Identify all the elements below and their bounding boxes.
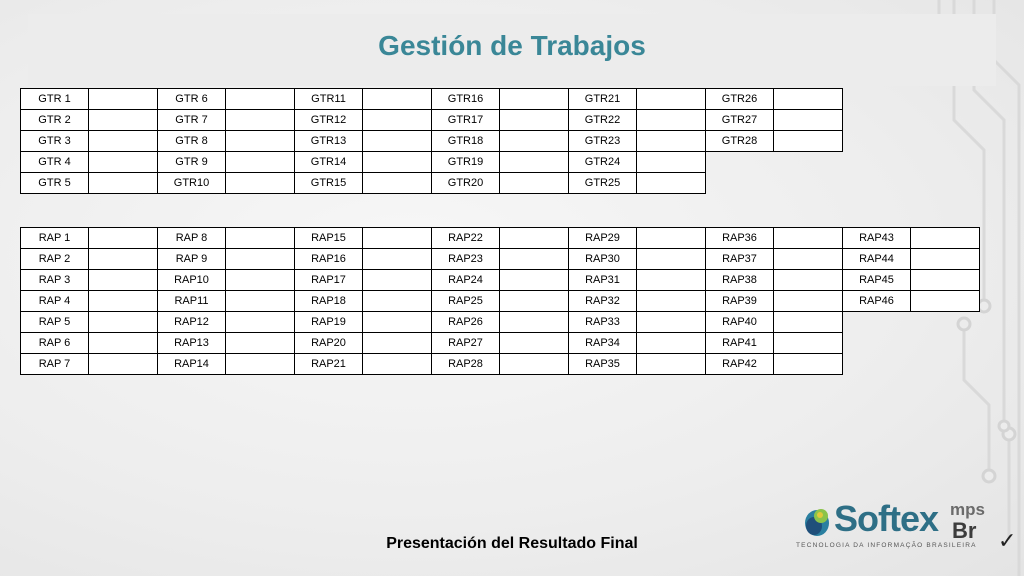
gtr-value-cell[interactable] [500,110,569,131]
gtr-value-cell[interactable] [89,110,158,131]
rap-value-cell[interactable] [911,228,980,249]
gtr-value-cell[interactable] [637,89,706,110]
gtr-value-cell[interactable] [226,89,295,110]
rap-value-cell[interactable] [500,228,569,249]
gtr-value-cell[interactable] [774,110,843,131]
gtr-label-cell: GTR17 [432,110,500,131]
gtr-value-cell[interactable] [89,173,158,194]
rap-value-cell[interactable] [500,312,569,333]
rap-label-cell: RAP11 [158,291,226,312]
gtr-label-cell: GTR16 [432,89,500,110]
rap-value-cell[interactable] [89,228,158,249]
gtr-value-cell[interactable] [500,89,569,110]
rap-label-cell: RAP34 [569,333,637,354]
rap-label-cell: RAP42 [706,354,774,375]
rap-value-cell[interactable] [226,312,295,333]
rap-label-cell: RAP22 [432,228,500,249]
gtr-value-cell[interactable] [226,173,295,194]
gtr-label-cell: GTR 1 [21,89,89,110]
gtr-table [20,88,843,194]
rap-value-cell[interactable] [363,333,432,354]
rap-label-cell: RAP37 [706,249,774,270]
gtr-row [21,110,843,131]
gtr-label-cell: GTR 4 [21,152,89,173]
rap-label-cell: RAP33 [569,312,637,333]
gtr-label-cell: GTR21 [569,89,637,110]
gtr-row [21,152,843,173]
gtr-value-cell[interactable] [226,131,295,152]
rap-label-cell: RAP 6 [21,333,89,354]
gtr-value-cell[interactable] [226,152,295,173]
check-mark-icon: ✓ [998,528,1017,553]
rap-value-cell[interactable] [226,249,295,270]
rap-value-cell[interactable] [637,270,706,291]
rap-label-cell: RAP43 [843,228,911,249]
rap-value-cell[interactable] [637,291,706,312]
rap-label-cell: RAP28 [432,354,500,375]
rap-label-cell: RAP27 [432,333,500,354]
empty-cell [706,152,774,173]
gtr-value-cell[interactable] [89,131,158,152]
rap-label-cell: RAP35 [569,354,637,375]
rap-value-cell[interactable] [226,291,295,312]
gtr-value-cell[interactable] [363,110,432,131]
empty-cell [843,333,911,354]
rap-value-cell[interactable] [774,291,843,312]
rap-label-cell: RAP31 [569,270,637,291]
rap-label-cell: RAP32 [569,291,637,312]
rap-label-cell: RAP29 [569,228,637,249]
rap-label-cell: RAP21 [295,354,363,375]
gtr-value-cell[interactable] [500,131,569,152]
gtr-row [21,131,843,152]
rap-value-cell[interactable] [774,228,843,249]
rap-value-cell[interactable] [89,291,158,312]
rap-label-cell: RAP45 [843,270,911,291]
rap-value-cell[interactable] [89,270,158,291]
empty-cell [706,173,774,194]
gtr-label-cell: GTR 7 [158,110,226,131]
rap-value-cell[interactable] [637,228,706,249]
gtr-value-cell[interactable] [89,89,158,110]
empty-cell [911,354,980,375]
mps-mark: mps [950,500,985,519]
softex-wordmark: Softex [834,498,939,539]
rap-value-cell[interactable] [774,312,843,333]
rap-label-cell: RAP 8 [158,228,226,249]
gtr-label-cell: GTR28 [706,131,774,152]
gtr-label-cell: GTR 8 [158,131,226,152]
gtr-value-cell[interactable] [500,173,569,194]
rap-label-cell: RAP30 [569,249,637,270]
gtr-value-cell[interactable] [363,173,432,194]
rap-value-cell[interactable] [774,270,843,291]
rap-value-cell[interactable] [363,228,432,249]
rap-value-cell[interactable] [226,333,295,354]
empty-cell [911,333,980,354]
rap-row [21,291,980,312]
gtr-value-cell[interactable] [637,173,706,194]
rap-row [21,228,980,249]
rap-value-cell[interactable] [500,354,569,375]
rap-label-cell: RAP39 [706,291,774,312]
gtr-value-cell[interactable] [637,152,706,173]
gtr-label-cell: GTR13 [295,131,363,152]
rap-label-cell: RAP14 [158,354,226,375]
gtr-label-cell: GTR18 [432,131,500,152]
rap-label-cell: RAP 3 [21,270,89,291]
rap-label-cell: RAP 9 [158,249,226,270]
rap-value-cell[interactable] [363,249,432,270]
rap-label-cell: RAP10 [158,270,226,291]
rap-value-cell[interactable] [637,312,706,333]
rap-label-cell: RAP46 [843,291,911,312]
rap-label-cell: RAP25 [432,291,500,312]
rap-label-cell: RAP17 [295,270,363,291]
rap-label-cell: RAP40 [706,312,774,333]
rap-value-cell[interactable] [774,249,843,270]
gtr-label-cell: GTR22 [569,110,637,131]
slide-title: Gestión de Trabajos [378,30,646,61]
rap-label-cell: RAP 2 [21,249,89,270]
gtr-label-cell: GTR20 [432,173,500,194]
rap-value-cell[interactable] [637,333,706,354]
gtr-value-cell[interactable] [774,131,843,152]
rap-value-cell[interactable] [500,291,569,312]
empty-cell [774,152,843,173]
rap-row [21,354,980,375]
gtr-label-cell: GTR15 [295,173,363,194]
gtr-value-cell[interactable] [637,131,706,152]
rap-label-cell: RAP41 [706,333,774,354]
rap-label-cell: RAP16 [295,249,363,270]
rap-label-cell: RAP44 [843,249,911,270]
gtr-row [21,173,843,194]
rap-value-cell[interactable] [89,333,158,354]
empty-cell [774,173,843,194]
rap-value-cell[interactable] [774,333,843,354]
rap-value-cell[interactable] [500,333,569,354]
gtr-label-cell: GTR11 [295,89,363,110]
gtr-label-cell: GTR12 [295,110,363,131]
rap-value-cell[interactable] [774,354,843,375]
gtr-label-cell: GTR23 [569,131,637,152]
empty-cell [843,354,911,375]
gtr-value-cell[interactable] [637,110,706,131]
rap-label-cell: RAP18 [295,291,363,312]
gtr-label-cell: GTR10 [158,173,226,194]
rap-table [20,227,980,375]
rap-row [21,312,980,333]
gtr-value-cell[interactable] [363,131,432,152]
gtr-label-cell: GTR 2 [21,110,89,131]
empty-cell [911,312,980,333]
softex-globe-icon [804,504,830,538]
gtr-label-cell: GTR14 [295,152,363,173]
rap-value-cell[interactable] [226,228,295,249]
rap-value-cell[interactable] [89,354,158,375]
gtr-label-cell: GTR 6 [158,89,226,110]
rap-value-cell[interactable] [500,249,569,270]
rap-row [21,270,980,291]
rap-value-cell[interactable] [911,291,980,312]
gtr-value-cell[interactable] [363,89,432,110]
gtr-label-cell: GTR25 [569,173,637,194]
rap-value-cell[interactable] [911,270,980,291]
gtr-label-cell: GTR27 [706,110,774,131]
gtr-label-cell: GTR19 [432,152,500,173]
gtr-value-cell[interactable] [774,89,843,110]
rap-value-cell[interactable] [89,249,158,270]
gtr-value-cell[interactable] [226,110,295,131]
rap-value-cell[interactable] [226,270,295,291]
rap-row [21,249,980,270]
gtr-label-cell: GTR 5 [21,173,89,194]
gtr-label-cell: GTR 3 [21,131,89,152]
rap-label-cell: RAP24 [432,270,500,291]
footer-text: Presentación del Resultado Final [386,535,638,552]
rap-label-cell: RAP26 [432,312,500,333]
rap-value-cell[interactable] [363,354,432,375]
rap-label-cell: RAP36 [706,228,774,249]
rap-label-cell: RAP 7 [21,354,89,375]
gtr-label-cell: GTR26 [706,89,774,110]
rap-value-cell[interactable] [363,312,432,333]
rap-row [21,333,980,354]
rap-label-cell: RAP20 [295,333,363,354]
rap-value-cell[interactable] [637,249,706,270]
gtr-value-cell[interactable] [89,152,158,173]
rap-value-cell[interactable] [500,270,569,291]
rap-value-cell[interactable] [226,354,295,375]
rap-label-cell: RAP38 [706,270,774,291]
rap-label-cell: RAP 5 [21,312,89,333]
softex-tagline: TECNOLOGIA DA INFORMAÇÃO BRASILEIRA [796,542,977,549]
gtr-value-cell[interactable] [500,152,569,173]
softex-mpsbr-logo [790,498,1024,574]
gtr-label-cell: GTR24 [569,152,637,173]
empty-cell [843,312,911,333]
gtr-value-cell[interactable] [363,152,432,173]
rap-label-cell: RAP 4 [21,291,89,312]
rap-label-cell: RAP19 [295,312,363,333]
br-mark: Br [952,518,977,543]
rap-value-cell[interactable] [89,312,158,333]
gtr-label-cell: GTR 9 [158,152,226,173]
rap-value-cell[interactable] [637,354,706,375]
rap-label-cell: RAP13 [158,333,226,354]
gtr-row [21,89,843,110]
rap-label-cell: RAP 1 [21,228,89,249]
rap-label-cell: RAP23 [432,249,500,270]
rap-label-cell: RAP15 [295,228,363,249]
rap-value-cell[interactable] [363,291,432,312]
rap-value-cell[interactable] [363,270,432,291]
rap-value-cell[interactable] [911,249,980,270]
rap-label-cell: RAP12 [158,312,226,333]
